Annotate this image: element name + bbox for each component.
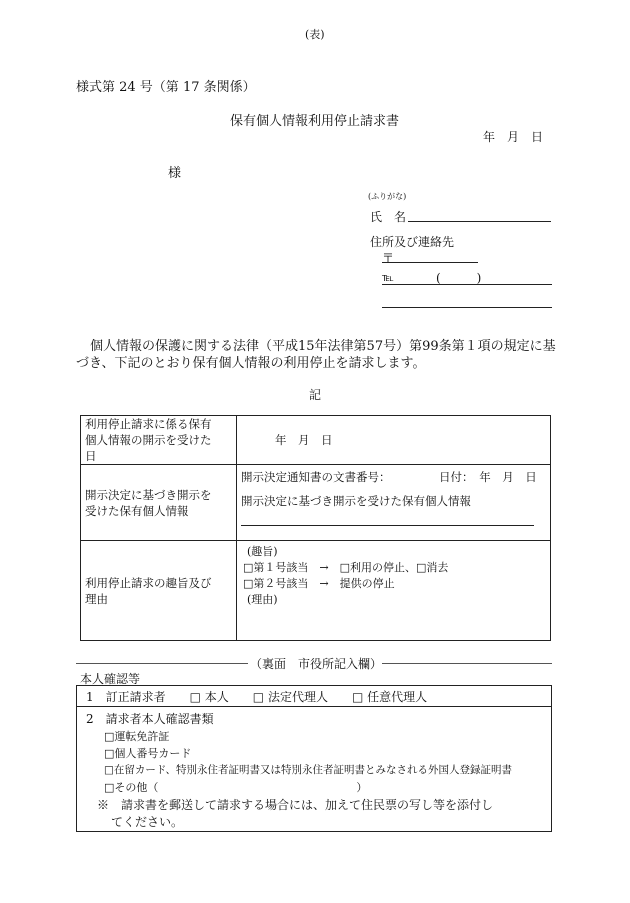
shushi-label: (趣旨) [247, 545, 278, 558]
doc-drivers-license[interactable]: □運転免許証 [104, 730, 170, 743]
address-field[interactable] [382, 307, 552, 308]
disclosure-date-value[interactable] [237, 416, 551, 465]
disclosed-info-field[interactable] [241, 525, 534, 526]
disclosure-date-label [81, 416, 237, 465]
label-line: 日 [85, 449, 97, 463]
table-row [81, 416, 551, 465]
label-line: 利用停止請求に係る保有 [85, 417, 212, 431]
riyu-label: (理由) [247, 593, 278, 606]
request-table [80, 415, 551, 641]
table-row [81, 465, 551, 541]
label-line: 理由 [85, 591, 108, 606]
identity-heading: 本人確認等 [80, 672, 141, 686]
name-label: 氏 名 [370, 210, 407, 224]
body-line-1: 個人情報の保護に関する法律（平成15年法律第57号）第99条第１項の規定に基 [90, 339, 556, 354]
doc-residence-card[interactable]: □在留カード、特別永住者証明書又は特別永住者証明書とみなされる外国人登録証明書 [104, 764, 512, 776]
requester-type-row[interactable]: 1 訂正請求者 □ 本人 □ 法定代理人 □ 任意代理人 [86, 690, 428, 704]
id-docs-title: 2 請求者本人確認書類 [86, 712, 214, 726]
label-line: 開示決定に基づき開示を [85, 487, 212, 502]
date-line: 年 月 日 [483, 130, 544, 144]
label-line: 受けた保有個人情報 [85, 503, 189, 518]
option-article-1[interactable]: □第１号該当 → □利用の停止、□消去 [243, 561, 449, 574]
disclosed-info-value[interactable] [237, 465, 551, 541]
purpose-reason-label [81, 541, 237, 641]
divider-right [382, 663, 552, 664]
doc-my-number-card[interactable]: □個人番号カード [104, 747, 192, 760]
mail-note-line-1: ※ 請求書を郵送して請求する場合には、加えて住民票の写し等を添付し [97, 798, 494, 812]
purpose-reason-value[interactable] [237, 541, 551, 641]
page-title: 保有個人情報利用停止請求書 [230, 114, 400, 129]
tel-field[interactable] [382, 284, 552, 285]
doc-other[interactable]: □その他（ ） [104, 781, 368, 794]
date-placeholder: 年 月 日 [275, 433, 333, 447]
divider-left [76, 663, 248, 664]
postal-field[interactable] [382, 262, 478, 263]
label-line: 個人情報の開示を受けた [85, 433, 212, 447]
back-section-label: （裏面 市役所記入欄） [250, 657, 383, 671]
ki-label: 記 [309, 388, 322, 402]
label-line: 利用停止請求の趣旨及び [85, 575, 212, 590]
doc-number-label: 開示決定通知書の文書番号： [241, 470, 391, 484]
disclosed-info-text: 開示決定に基づき開示を受けた保有個人情報 [241, 494, 471, 508]
addressee-sama: 様 [168, 166, 182, 181]
doc-date-label: 日付： 年 月 日 [439, 470, 537, 484]
tel-label: ℡ [382, 271, 394, 284]
table-row [81, 541, 551, 641]
address-label: 住所及び連絡先 [370, 235, 455, 249]
name-field[interactable] [408, 221, 551, 222]
mail-note-line-2: てください。 [111, 815, 184, 829]
form-number: 様式第 24 号（第 17 条関係） [76, 80, 256, 95]
furigana-label: (ふりがな) [368, 192, 407, 201]
postal-mark: 〒 [382, 251, 395, 265]
omote-label: (表) [305, 28, 325, 41]
body-line-2: づき、下記のとおり保有個人情報の利用停止を請求します。 [76, 356, 426, 371]
option-article-2[interactable]: □第２号該当 → 提供の停止 [243, 577, 395, 590]
disclosed-info-label [81, 465, 237, 541]
tel-area-paren: ( ) [436, 271, 482, 285]
